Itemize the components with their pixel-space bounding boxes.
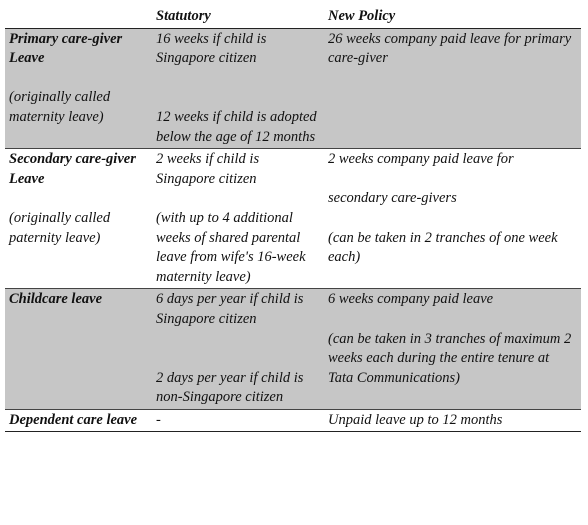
row-label-cell	[5, 28, 152, 149]
row-label: Primary care-giver Leave	[9, 30, 123, 67]
statutory-text: 2 weeks if child is Singapore citizen	[156, 151, 260, 187]
row-label: Secondary care-giver Leave	[9, 151, 136, 187]
policy-cell	[324, 28, 581, 149]
policy-cell	[324, 289, 581, 410]
table-row-dependent-care	[5, 409, 581, 432]
policy-text: secondary care-givers	[328, 190, 457, 207]
statutory-text: -	[156, 411, 161, 428]
statutory-text: 2 days per year if child is non-Singapore citizen	[156, 369, 304, 406]
statutory-cell	[152, 149, 324, 289]
row-label: Dependent care leave	[9, 411, 138, 428]
statutory-text: (with up to 4 additional weeks of shared parental leave from wife's 16-week maternity leave)	[156, 209, 306, 285]
statutory-cell	[152, 289, 324, 410]
policy-text: (can be taken in 3 tranches of maximum 2 weeks each during the entire tenure at Tata Communications)	[328, 330, 572, 386]
row-label-note: (originally called maternity leave)	[9, 89, 111, 125]
policy-text: 26 weeks company paid leave for primary care-giver	[328, 30, 572, 67]
policy-text: Unpaid leave up to 12 months	[328, 411, 503, 428]
policy-cell	[324, 149, 581, 289]
policy-text: 2 weeks company paid leave for	[328, 151, 514, 168]
row-label-cell	[5, 289, 152, 410]
header-statutory: Statutory	[152, 4, 324, 28]
row-label-note: (originally called paternity leave)	[9, 209, 111, 246]
header-new-policy: New Policy	[324, 4, 581, 28]
policy-text: 6 weeks company paid leave	[328, 291, 494, 308]
row-label-cell	[5, 409, 152, 432]
statutory-text: 12 weeks if child is adopted below the age of 12 months	[156, 108, 317, 145]
statutory-cell	[152, 409, 324, 432]
policy-cell	[324, 409, 581, 432]
leave-policy-table	[5, 4, 581, 432]
header-blank	[5, 4, 152, 28]
statutory-text: 6 days per year if child is Singapore citizen	[156, 291, 304, 327]
table-row-primary-caregiver	[5, 28, 581, 149]
table-row-childcare	[5, 289, 581, 410]
table-header-row	[5, 4, 581, 28]
policy-text: (can be taken in 2 tranches of one week each)	[328, 229, 558, 266]
statutory-text: 16 weeks if child is Singapore citizen	[156, 30, 267, 67]
row-label-cell	[5, 149, 152, 289]
table-row-secondary-caregiver	[5, 149, 581, 289]
row-label: Childcare leave	[9, 291, 103, 308]
statutory-cell	[152, 28, 324, 149]
